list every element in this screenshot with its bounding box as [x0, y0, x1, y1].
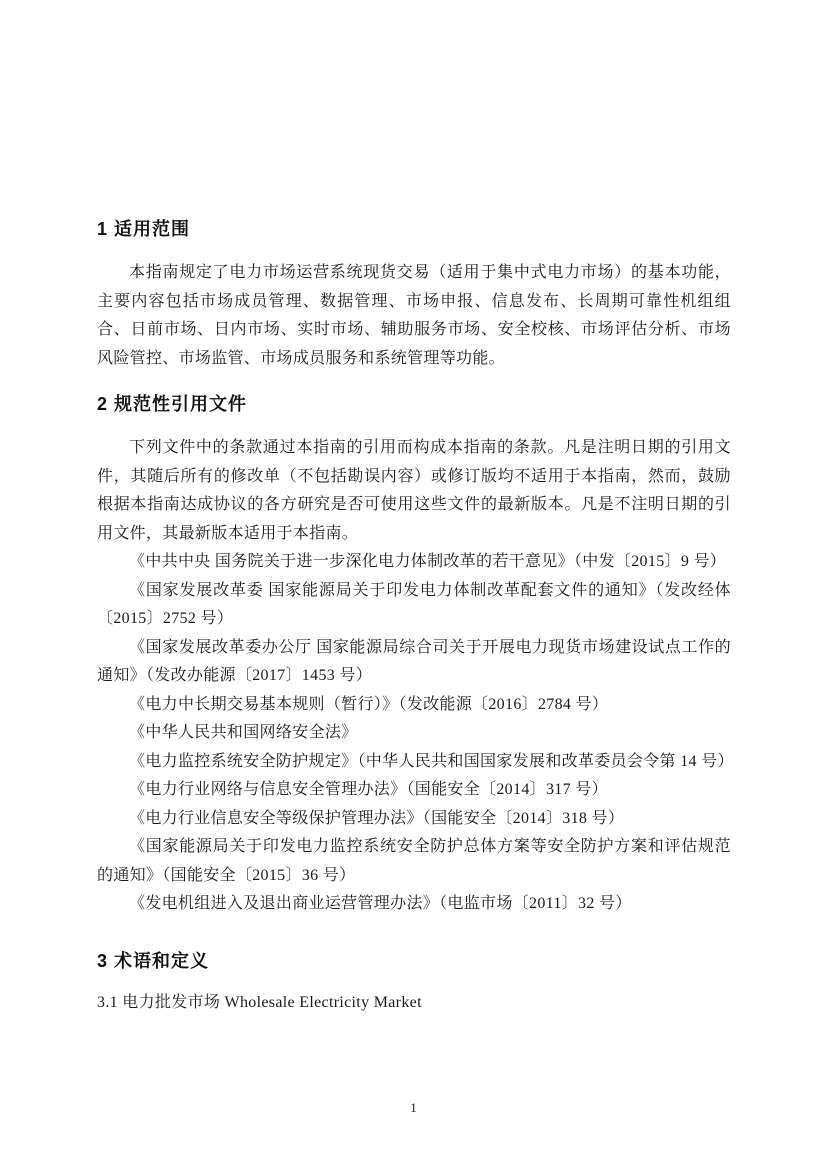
- section-1-paragraph: 本指南规定了电力市场运营系统现货交易（适用于集中式电力市场）的基本功能，主要内容包括市场成员管理、数据管理、市场申报、信息发布、长周期可靠性机组组合、日前市场、日内市场、实时市场、辅助服务市场、安全校核、市场评估分析、市场风险管控、市场监管、市场成员服务和系统管理等功能。: [97, 264, 731, 367]
- section-1-heading: 1 适用范围: [97, 219, 191, 239]
- reference-item-9: 《国家能源局关于印发电力监控系统安全防护总体方案等安全防护方案和评估规范的通知》（国能安全〔2015〕36 号）: [97, 838, 731, 884]
- reference-item-4: 《电力中长期交易基本规则（暂行）》（发改能源〔2016〕2784 号）: [129, 695, 609, 713]
- reference-item-5: 《中华人民共和国网络安全法》: [129, 724, 358, 741]
- reference-item-10: 《发电机组进入及退出商业运营管理办法》（电监市场〔2011〕32 号）: [129, 895, 632, 912]
- page-number: 1: [410, 1100, 417, 1115]
- section-2-paragraph: 下列文件中的条款通过本指南的引用而构成本指南的条款。凡是注明日期的引用文件，其随后所有的修改单（不包括勘误内容）或修订版均不适用于本指南，然而，鼓励根据本指南达成协议的各方研究是否可使用这些文件的最新版本。凡是不注明日期的引用文件，其最新版本适用于本指南。: [97, 439, 731, 542]
- reference-item-2: 《国家发展改革委 国家能源局关于印发电力体制改革配套文件的通知》（发改经体〔2015〕2752 号）: [97, 581, 731, 627]
- reference-item-7: 《电力行业网络与信息安全管理办法》（国能安全〔2014〕317 号）: [129, 781, 608, 798]
- reference-item-6: 《电力监控系统安全防护规定》（中华人民共和国国家发展和改革委员会令第 14 号）: [129, 752, 734, 770]
- reference-item-1: 《中共中央 国务院关于进一步深化电力体制改革的若干意见》（中发〔2015〕9 号）: [129, 553, 727, 570]
- reference-item-3: 《国家发展改革委办公厅 国家能源局综合司关于开展电力现货市场建设试点工作的通知》（发改办能源〔2017〕1453 号）: [97, 638, 731, 684]
- section-3-heading: 3 术语和定义: [97, 950, 210, 971]
- section-2-heading: 2 规范性引用文件: [97, 394, 248, 414]
- term-definition-heading: 3.1 电力批发市场 Wholesale Electricity Market: [97, 993, 422, 1011]
- page-content: [97, 0, 734, 1017]
- reference-item-8: 《电力行业信息安全等级保护管理办法》（国能安全〔2014〕318 号）: [129, 809, 625, 827]
